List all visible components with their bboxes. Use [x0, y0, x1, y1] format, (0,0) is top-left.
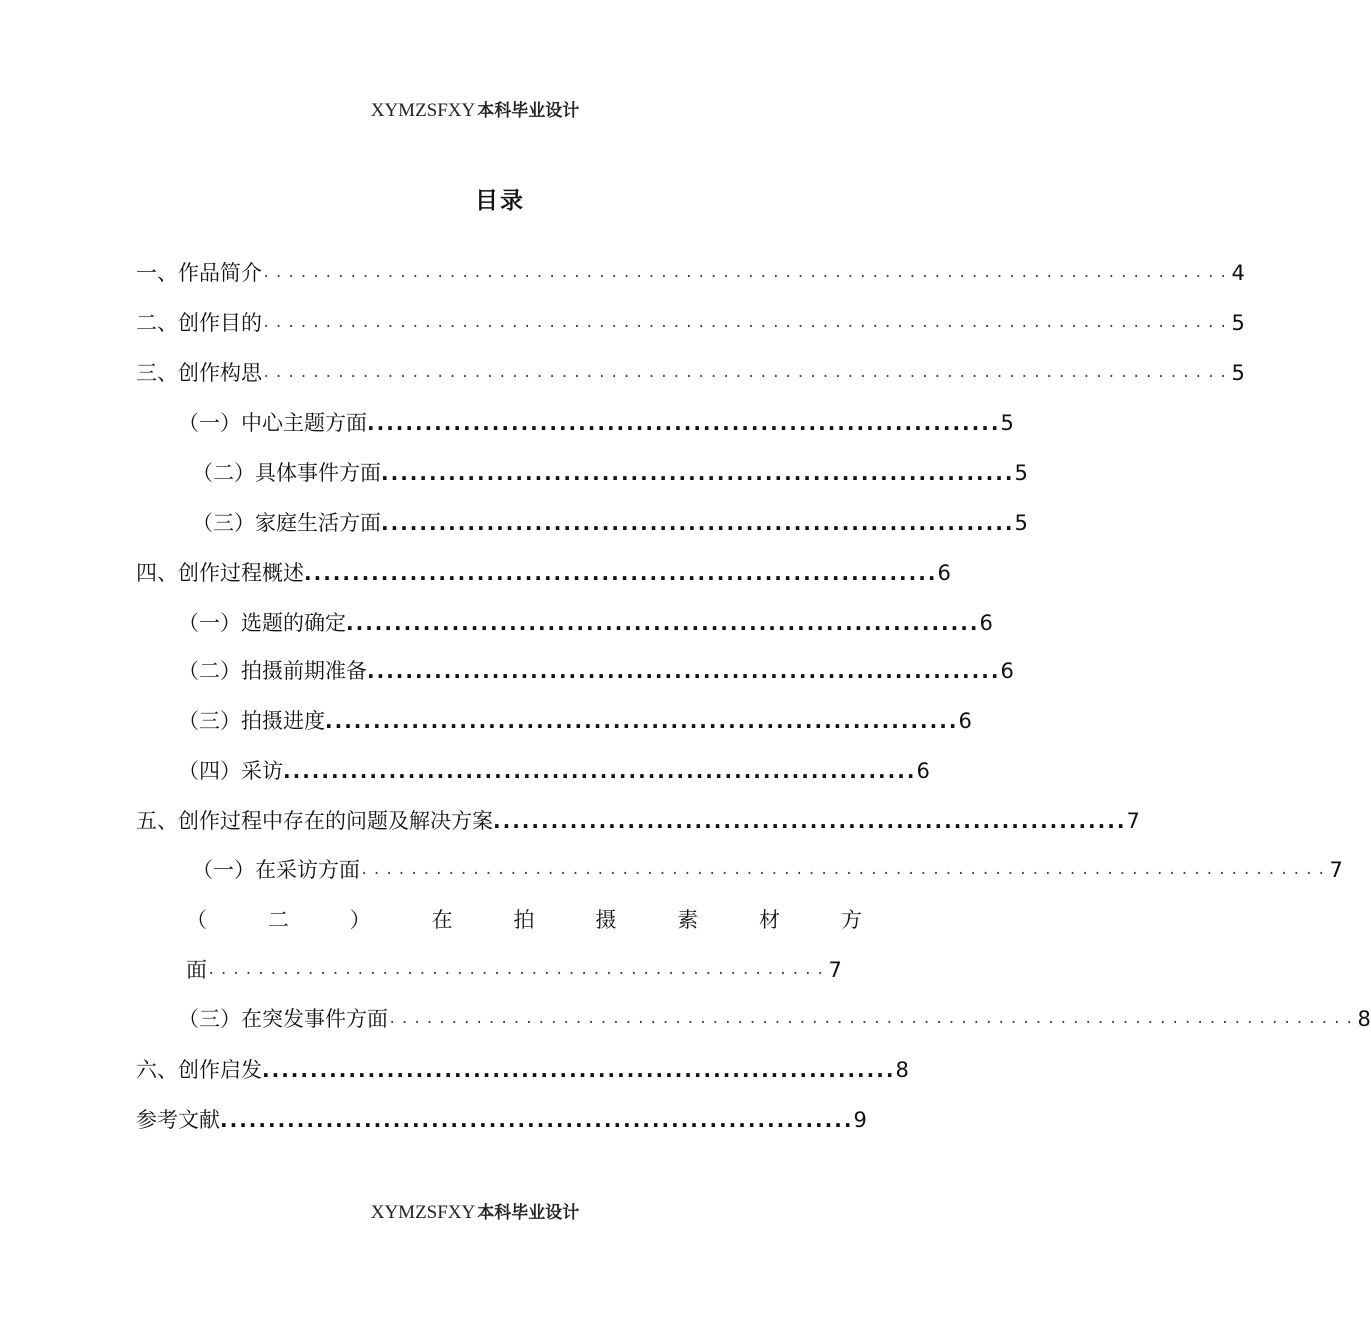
page-title: 目录 [475, 188, 525, 214]
toc-spread-char: 摄 [595, 908, 617, 932]
toc-entry[interactable] [178, 608, 993, 638]
toc-entry[interactable] [136, 806, 1140, 836]
toc-entry[interactable] [136, 1055, 909, 1085]
toc-dot-leader: .............................................................................. [388, 1011, 1358, 1027]
toc-entry-page: 8 [1357, 1007, 1371, 1031]
toc-entry-label: （三）拍摄进度 [178, 709, 325, 733]
toc-entry-label: 一、作品简介 [136, 261, 262, 285]
toc-entry-label: 五、创作过程中存在的问题及解决方案 [136, 809, 493, 833]
toc-entry-page: 7 [1126, 809, 1140, 833]
toc-dot-leader: .................................................. [207, 962, 829, 978]
toc-spread-char: 拍 [513, 908, 535, 932]
toc-entry-spread[interactable] [186, 905, 862, 935]
toc-entry[interactable] [192, 458, 1028, 488]
toc-entry-label: 参考文献 [136, 1108, 220, 1132]
toc-dot-leader: .................................................................. [493, 809, 1127, 833]
toc-entry-label: （三）家庭生活方面 [192, 511, 381, 535]
toc-entry-page: 6 [916, 759, 930, 783]
toc-dot-leader: .................................................................. [220, 1108, 854, 1132]
toc-entry-page: 5 [1014, 461, 1028, 485]
footer-chinese: 本科毕业设计 [477, 1203, 580, 1223]
toc-entry-page: 6 [1000, 659, 1014, 683]
toc-entry[interactable] [136, 258, 1245, 288]
toc-entry[interactable] [136, 558, 951, 588]
toc-entry-page: 8 [895, 1058, 909, 1082]
toc-entry-label: （一）在采访方面 [192, 858, 360, 882]
toc-entry-continuation[interactable] [186, 955, 842, 985]
toc-entry[interactable] [178, 1004, 1371, 1034]
toc-entry-label: （一）选题的确定 [178, 611, 346, 635]
toc-entry[interactable] [192, 508, 1028, 538]
toc-entry-label: 二、创作目的 [136, 311, 262, 335]
toc-entry-page: 5 [1231, 361, 1245, 385]
toc-entry-label: 六、创作启发 [136, 1058, 262, 1082]
toc-entry[interactable] [178, 408, 1014, 438]
toc-dot-leader: .................................................................. [262, 1058, 896, 1082]
toc-entry[interactable] [178, 756, 930, 786]
toc-entry-page: 6 [979, 611, 993, 635]
toc-entry-label: （二）具体事件方面 [192, 461, 381, 485]
toc-dot-leader: .................................................................. [367, 659, 1001, 683]
toc-entry-label: （二）拍摄前期准备 [178, 659, 367, 683]
toc-entry-page: 5 [1014, 511, 1028, 535]
toc-entry-page: 4 [1231, 261, 1245, 285]
toc-spread-char: 方 [841, 908, 862, 932]
toc-spread-char: 二 [267, 908, 289, 932]
toc-entry-page: 7 [1329, 858, 1343, 882]
header-latin: XYMZSFXY [370, 100, 476, 121]
toc-dot-leader: .................................................................. [325, 709, 959, 733]
footer-latin: XYMZSFXY [370, 1202, 476, 1223]
toc-dot-leader: .............................................................................. [262, 315, 1232, 331]
toc-entry[interactable] [136, 308, 1245, 338]
toc-entry-label: （四）采访 [178, 759, 283, 783]
toc-entry[interactable] [178, 706, 972, 736]
toc-entry-label: 面 [186, 958, 207, 982]
toc-dot-leader: .............................................................................. [262, 365, 1232, 381]
toc-dot-leader: .................................................................. [367, 411, 1001, 435]
toc-entry[interactable] [136, 358, 1245, 388]
toc-entry-label: 三、创作构思 [136, 361, 262, 385]
page-footer [0, 1198, 950, 1224]
toc-spread-char: 材 [759, 908, 781, 932]
toc-spread-char: ） [349, 908, 371, 932]
toc-entry[interactable] [192, 855, 1343, 885]
toc-entry-page: 6 [958, 709, 972, 733]
toc-dot-leader: .................................................................. [381, 461, 1015, 485]
toc-entry-label: 四、创作过程概述 [136, 561, 304, 585]
toc-dot-leader: .................................................................. [304, 561, 938, 585]
toc-spread-char: （ [186, 908, 207, 932]
toc-dot-leader: .................................................................. [346, 611, 980, 635]
toc-dot-leader: .............................................................................. [262, 265, 1232, 281]
toc-dot-leader: .................................................................. [283, 759, 917, 783]
toc-dot-leader: .................................................................. [381, 511, 1015, 535]
toc-entry-label: （一）中心主题方面 [178, 411, 367, 435]
page-header [0, 96, 950, 122]
toc-entry[interactable] [136, 1105, 867, 1135]
toc-spread-char: 素 [677, 908, 699, 932]
toc-entry-page: 7 [828, 958, 842, 982]
toc-entry-page: 9 [853, 1108, 867, 1132]
toc-entry-page: 5 [1000, 411, 1014, 435]
toc-entry-page: 6 [937, 561, 951, 585]
toc-spread-char: 在 [431, 908, 453, 932]
toc-entry-label: （三）在突发事件方面 [178, 1007, 388, 1031]
header-chinese: 本科毕业设计 [477, 101, 580, 121]
toc-entry-page: 5 [1231, 311, 1245, 335]
toc-entry[interactable] [178, 656, 1014, 686]
toc-dot-leader: .............................................................................. [360, 862, 1330, 878]
